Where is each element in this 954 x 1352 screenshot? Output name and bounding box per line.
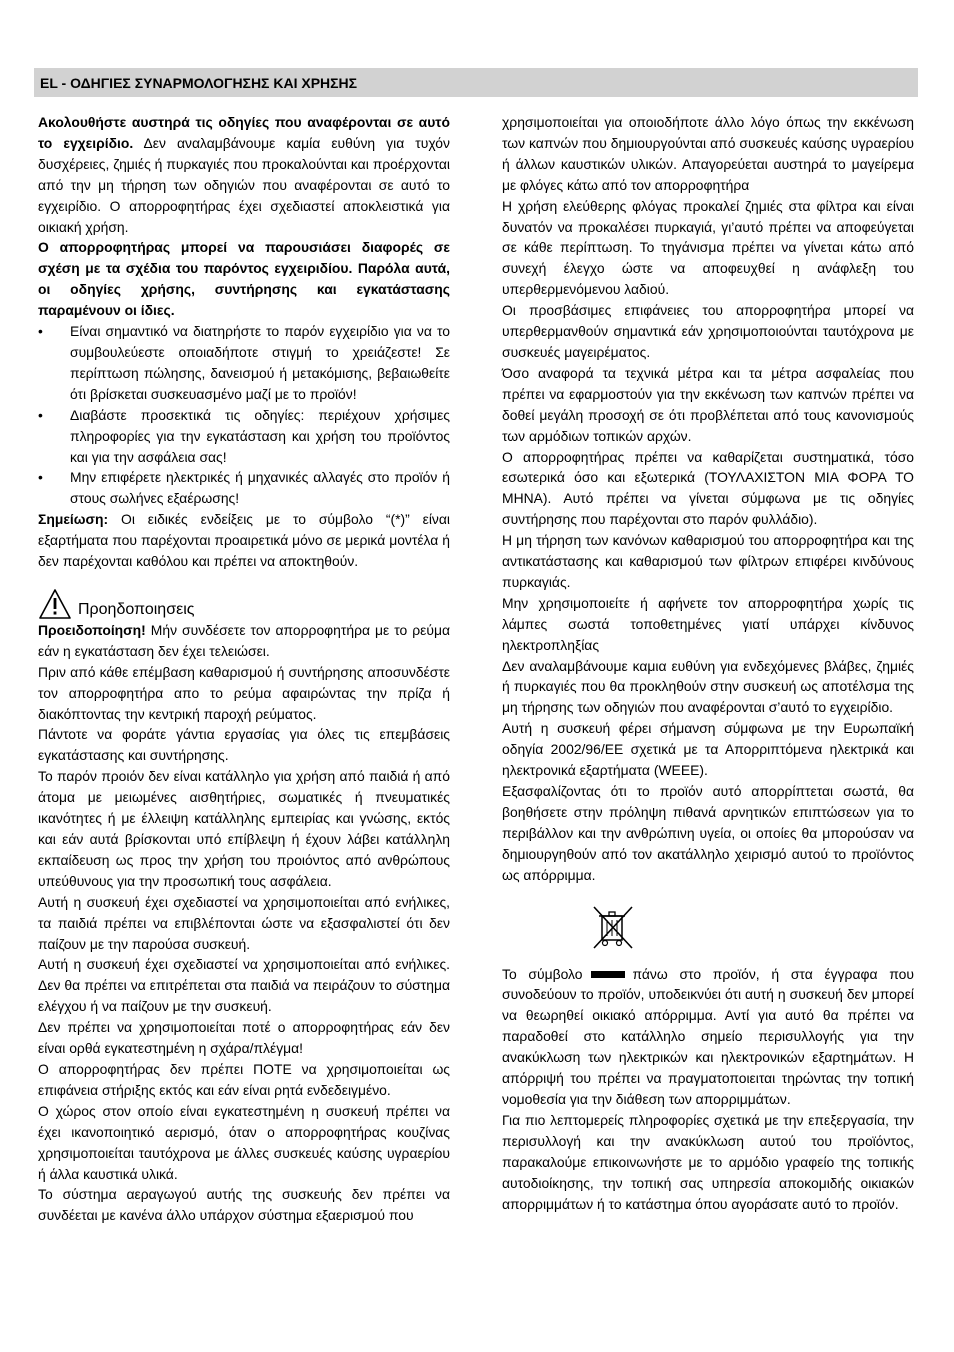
warning-label: Προειδοποίηση! bbox=[38, 621, 146, 638]
weee-symbol-area bbox=[502, 886, 914, 964]
paragraph: Δεν αναλαμβάνουμε καμια ευθύνη για ενδεχόμενες βλάβες, ζημιές ή πυρκαγιές που θα προκληθούν στην συσκευή ως αποτέλσμα της μη τήρησης των οδηγιών που αναφέρονται σ’αυτό το εγχειρίδιο. bbox=[502, 657, 914, 716]
list-item: • Μην επιφέρετε ηλεκτρικές ή μηχανικές αλλαγές στο προϊόν ή στους σωλήνες εξαέρωσης! bbox=[38, 467, 450, 509]
crossed-out-bin-icon bbox=[590, 904, 636, 950]
intro-text: Δεν αναλαμβάνουμε καμία ευθύνη για τυχόν δυσχέρειες, ζημιές ή πυρκαγιές που προκαλούνται και προέρχονται από την μη τήρηση των οδηγιών που αναφέρονται σε αυτό το εγχειρίδιο. Ο απορροφητήρας έχει σχεδιαστεί αποκλειστικά για οικιακή χρήση. bbox=[38, 134, 450, 235]
note-paragraph bbox=[38, 509, 450, 572]
section-title: EL - ΟΔΗΓΙΕΣ ΣΥΝΑΡΜΟΛΟΓΗΣΗΣ ΚΑΙ ΧΡΗΣΗΣ bbox=[40, 75, 358, 91]
paragraph: Ο χώρος στον οποίο είναι εγκατεστημένη η συσκευή πρέπει να έχει ικανοποιητικό αερισμό, όταν ο απορροφητήρας κουζίνας χρησιμοποιείται ταυτόχρονα με άλλες συσκευές καύσης υγραερίου ή άλλα καυστικά υλικά. bbox=[38, 1102, 450, 1182]
intro-paragraph bbox=[38, 112, 450, 237]
section-header bbox=[34, 68, 918, 97]
symbol-post-text: πάνω στο προϊόν, ή στα έγγραφα που συνοδεύουν το προϊόν, υποδεικνύει ότι αυτή η συσκευή δεν μπορεί να θεωρηθεί οικιακό απόρριμμα. Αντί για αυτό θα πρέπει να παραδοθεί στο κατάλληλο σημείο περισυλλογής για την ανακύκλωση των ηλεκτρικών και ηλεκτρονικών εξαρτημάτων. Η απόρριψή του πρέπει να πραγματοποιειται τηρώντας την τοπική νομοθεσία για την διάθεση των απορριμμάτων. bbox=[502, 965, 914, 1107]
list-item: • Διαβάστε προσεκτικά τις οδηγίες: περιέχουν χρήσιμες πληροφορίες για την εγκατάσταση και χρήση του προϊόντος και για την ασφάλεια σας! bbox=[38, 405, 450, 468]
paragraph: Οι προσβάσιμες επιφάνειες του απορροφητήρα μπορεί να υπερθερμανθούν σημαντικά εάν χρησιμοποιούνται ταυτόχρονα με συσκευές μαγειρέματος. bbox=[502, 302, 914, 360]
paragraph: Το παρόν προιόν δεν είναι κατάλληλο για χρήση από παιδιά ή από άτομα με μειωμένες αισθητήριες, σωματικές ή πνευματικές ικανότητες ή με έλλειψη κατάλληλης εμπειρίας και γνώσης, εκτός και εάν αυτά βρίσκονται υπό επίβλεψη ή έχουν λάβει κατάλληλη εκπαίδευση ως προς την χρήση του προιόντος από ανθρώπους υπεύθυνους για την προσωπική τους ασφάλεια. bbox=[38, 768, 450, 889]
warning-paragraph bbox=[38, 620, 450, 662]
paragraph: χρησιμοποιείται για οποιοδήποτε άλλο λόγο όπως την εκκένωση των καπνών που δημιουργούνται από συσκευές καύσης υγραερίου ή άλλων καυστικών υλικών. Απαγορεύεται αυστηρά το μαγείρεμα με φλόγες κάτω από τον απορροφητήρα bbox=[502, 114, 914, 193]
paragraph: Αυτή η συσκευή έχει σχεδιαστεί να χρησιμοποιείται από ενήλικες. Δεν θα πρέπει να επιτρέπεται στα παιδιά να πειράζουν το σύστημα ελέγχου ή να παίζουν με την συσκευή. bbox=[38, 956, 450, 1015]
paragraph: Εξασφαλίζοντας ότι το προϊόν αυτό απορρίπτεται σωστά, θα βοηθήσετε στην πρόληψη πιθανά αρνητικών επιπτώσεων για το περιβάλλον και την ανθρώπινη υγεία, οι οποίες θα μπορούσαν να δημιουργηθούν από τον ακατάλληλο χειρισμό αυτού το προϊόντος ως απόρριμμα. bbox=[502, 783, 914, 883]
paragraph: Όσο αναφορά τα τεχνικά μέτρα και τα μέτρα ασφαλείας που πρέπει να εφαρμοστούν για την εκκένωση των καπνών πρέπει να δοθεί μεγάλη προσοχή σε ότι προβλέπεται από τους κανονισμούς των αρμόδιων τοπικών αρχών. bbox=[502, 364, 914, 444]
notice-paragraph: Ο απορροφητήρας μπορεί να παρουσιάσει διαφορές σε σχέση με τα σχέδια του παρόντος εγχειριδίου. Παρόλα αυτά, οι οδηγίες χρήσης, συντήρησης και εγκατάστασης παραμένουν οι ίδιες. bbox=[38, 239, 450, 319]
intro-bold: Ακολουθήστε αυστηρά τις οδηγίες που αναφέρονται σε αυτό το εγχειρίδιο. bbox=[38, 114, 450, 151]
paragraph: Η χρήση ελεύθερης φλόγας προκαλεί ζημιές στα φίλτρα και είναι δυνατόν να προκαλέσει πυρκαγιά, γι’αυτό πρέπει να αποφεύγεται σε κάθε περίπτωση. Το τηγάνισμα πρέπει να γίνεται κάτω από συνεχή έλεγχο ώστε να αποφευχθεί η ανάφλεξη του υπερθερμενόμενου λαδιού. bbox=[502, 197, 914, 298]
warning-text: Μήν συνδέσετε τον απορροφητήρα με το ρεύμα εάν η εγκατάσταση δεν έχει τελειώσει. bbox=[38, 621, 450, 659]
paragraph: Το σύστημα αεραγωγού αυτής της συσκευής δεν πρέπει να συνδέεται με κανένα άλλο υπάρχον σύστημα εξαερισμού που bbox=[38, 1186, 450, 1224]
paragraph: Η μη τήρηση των κανόνων καθαρισμού του απορροφητήρα και της αντικατάστασης και καθαρισμού των φίλτρων επιφέρει κινδύνους πυρκαγιάς. bbox=[502, 532, 914, 590]
black-bar-symbol bbox=[591, 971, 625, 978]
left-column bbox=[38, 112, 450, 1226]
paragraph: Πάντοτε να φοράτε γάντια εργασίας για όλες τις επεμβάσεις εγκατάστασης και συντήρησης. bbox=[38, 726, 450, 764]
warnings-title: Προηδοποιησεις bbox=[78, 600, 195, 618]
bullet-list bbox=[38, 321, 450, 509]
warnings-heading bbox=[38, 586, 450, 620]
paragraph: Μην χρησιμοποιείτε ή αφήνετε τον απορροφητήρα χωρίς τις λάμπες σωστά τοποθετημένες γιατί υπάρχει κίνδυνος ηλεκτροπληξίας bbox=[502, 594, 914, 653]
list-item: • Είναι σημαντικό να διατηρήστε το παρόν εγχειρίδιο για να το συμβουλεύεστε οποιαδήποτε στιγμή το χρειάζεστε! Σε περίπτωση πώλησης, δανεισμού ή μετακόμισης, βεβαιωθείτε ότι βρίσκεται συσκευασμένο μαζί με το προϊόν! bbox=[38, 321, 450, 405]
note-label: Σημείωση: bbox=[38, 511, 109, 528]
paragraph: Ο απορροφητήρας πρέπει να καθαρίζεται συστηματικά, τόσο εσωτερικά όσο και εξωτερικά (ΤΟΥΛΑΧΙΣΤΟΝ ΜΙΑ ΦΟΡΑ ΤΟ ΜΗΝΑ). Αυτό πρέπει να γίνεται σύμφωνα με τις οδηγίες συντήρησης που παρέχονται στο παρόν φυλλάδιο). bbox=[502, 448, 914, 528]
symbol-paragraph bbox=[502, 964, 914, 1110]
warning-triangle-icon bbox=[38, 588, 72, 620]
paragraph: Αυτή η συσκευή έχει σχεδιαστεί να χρησιμοποιείται από ενήλικες, τα παιδιά πρέπει να επιβλέπονται ώστε να εξασφαλιστεί ότι δεν παίζουν με την παρούσα συσκευή. bbox=[38, 893, 450, 952]
paragraph: Για πιο λεπτομερείς πληροφορίες σχετικά με την επεξεργασία, την περισυλλογή και την ανακύκλωση αυτού του προϊόντος, παρακαλούμε επικοινωνήστε με το αρμόδιο γραφείο της τοπικής αυτοδιοίκησης, την τοπική σας υπηρεσία αποκομιδής οικιακών απορριμμάτων ή το κατάστημα όπου αγοράσατε αυτό το προϊόν. bbox=[502, 1111, 914, 1212]
right-column bbox=[502, 112, 914, 1214]
symbol-pre-text: Το σύμβολο bbox=[502, 965, 583, 982]
paragraph: Πριν από κάθε επέμβαση καθαρισμού ή συντήρησης αποσυνδέστε τον απορροφητήρα απο το ρεύμα αφαιρώντας την πρίζα ή διακόπτοντας την κεντρική παροχή ρεύματος. bbox=[38, 663, 450, 722]
note-text: Οι ειδικές ενδείξεις με το σύμβολο “(*)” είναι εξαρτήματα που παρέχονται προαιρετικά μόνο σε μερικά μοντέλα ή δεν παρέχονται καθόλου και πρέπει να αποκτηθούν. bbox=[38, 511, 450, 570]
paragraph: Δεν πρέπει να χρησιμοποιείται ποτέ ο απορροφητήρας εάν δεν είναι ορθά εγκατεστημένη η σχάρα/πλέγμα! bbox=[38, 1019, 450, 1057]
paragraph: Ο απορροφητήρας δεν πρέπει ΠΟΤΕ να χρησιμοποιείται ως επιφάνεια στήριξης εκτός και εάν είναι ρητά ενδεδειγμένο. bbox=[38, 1060, 450, 1098]
paragraph: Αυτή η συσκευή φέρει σήμανση σύμφωνα με την Ευρωπαϊκή οδηγία 2002/96/ΕΕ σχετικά με τα Απορριπτόμενα ηλεκτρικά και ηλεκτρονικά εξαρτήματα (WEEE). bbox=[502, 720, 914, 779]
